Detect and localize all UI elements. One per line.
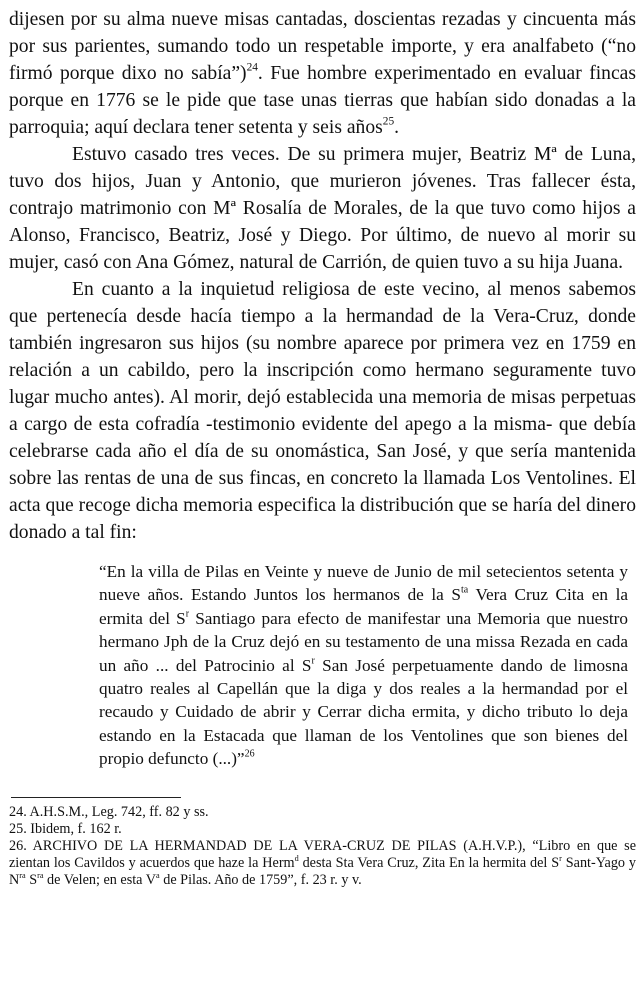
superscript: ra [37,871,44,881]
text-run: En cuanto a la inquietud religiosa de este vecino, al menos sabemos que pertenecía desde hacía tiempo a la hermandad de la Vera-Cruz, donde también ingresaron sus hijos (su nombre aparece por primera vez en 1759 en relación a un cabildo, pero la inscripción como hermano seguramente tuvo lugar mucho antes). Al morir, dejó establecida una memoria de misas perpetuas a cargo de esta cofradía -testimonio evidente del apego a la misma- que debía celebrarse cada año el día de su onomástica, San José, y que sería mantenida sobre las rentas de una de sus fincas, en concreto la llamada Los Ventolines. El acta que recoge dicha memoria especifica la distribución que se haría del dinero donado a tal fin: [9,279,636,543]
footnote-25 [9,821,636,838]
superscript: 25 [382,115,395,128]
text-run: de Velen; en esta V [43,872,157,889]
text-run: dijesen por su alma nueve misas cantadas, doscientas rezadas y cincuenta más por sus parientes, sumando todo un respetable importe, y era analfabeto (“no firmó porque dixo no sabía”) [9,9,636,84]
text-run: San José perpetuamente dando de limosna quatro reales al Capellán que la diga y dos reales a la hermandad por el recaudo y Cuidado de abrir y Cerrar dicha ermita, y dicho tributo lo deja estando en la Estacada que llaman de los Ventolines que son bienes del propio defuncto (...)” [99,655,628,769]
text-run: 26. ARCHIVO DE LA HERMANDAD DE LA VERA-CRUZ DE PILAS (A.H.V.P.), “Libro en que se zientan los Cavildos y acuerdos que haze la Herm [9,838,636,872]
text-run: 24. A.H.S.M., Leg. 742, ff. 82 y ss. [9,803,209,820]
superscript: r [559,854,562,864]
footnote-separator [11,797,181,798]
paragraph-2 [9,141,636,276]
text-run: . Fue hombre experimentado en evaluar fincas porque en 1776 se le pide que tase unas tierras que habían sido donadas a la parroquia; aquí declara tener setenta y seis años [9,63,636,138]
text-run: . [394,117,400,138]
text-run: desta Sta Vera Cruz, Zita En la hermita del S [298,855,560,872]
text-run: de Pilas. Año de 1759”, f. 23 r. y v. [159,872,362,889]
block-quote [99,560,628,771]
footnote-26 [9,838,636,890]
text-run: Vera Cruz Cita en la ermita del S [99,585,628,628]
paragraph-1 [9,6,636,141]
superscript: a [156,871,160,881]
superscript: r [185,608,190,620]
text-run: Sant-Yago y N [9,855,636,889]
footnote-24 [9,804,636,821]
text-run: Estuvo casado tres veces. De su primera mujer, Beatriz Mª de Luna, tuvo dos hijos, Juan y Antonio, que murieron jóvenes. Tras fallecer ésta, contrajo matrimonio con Mª Rosalía de Morales, de la que tuvo como hijos a Alonso, Francisco, Beatriz, José y Diego. Por último, de nuevo al morir su mujer, casó con Ana Gómez, natural de Carrión, de quien tuvo a su hija Juana. [9,144,636,273]
text-run: S [25,872,38,889]
superscript: 26 [244,748,255,760]
text-run: “En la villa de Pilas en Veinte y nueve de Junio de mil setecientos setenta y nueve años. Estando Juntos los hermanos de la S [99,562,628,605]
quote-text [99,560,628,771]
main-text [9,6,636,546]
text-run: Santiago para efecto de manifestar una Memoria que nuestro hermano Jph de la Cruz dejó en su testamento de una missa Rezada en cada un año ... del Patrocinio al S [99,608,628,675]
superscript: d [294,854,299,864]
text-run: 25. Ibidem, f. 162 r. [9,820,122,837]
paragraph-3 [9,276,636,546]
footnotes [9,804,636,890]
superscript: ta [460,584,469,596]
superscript: ra [19,871,26,881]
superscript: r [311,655,315,667]
superscript: 24 [246,61,258,74]
